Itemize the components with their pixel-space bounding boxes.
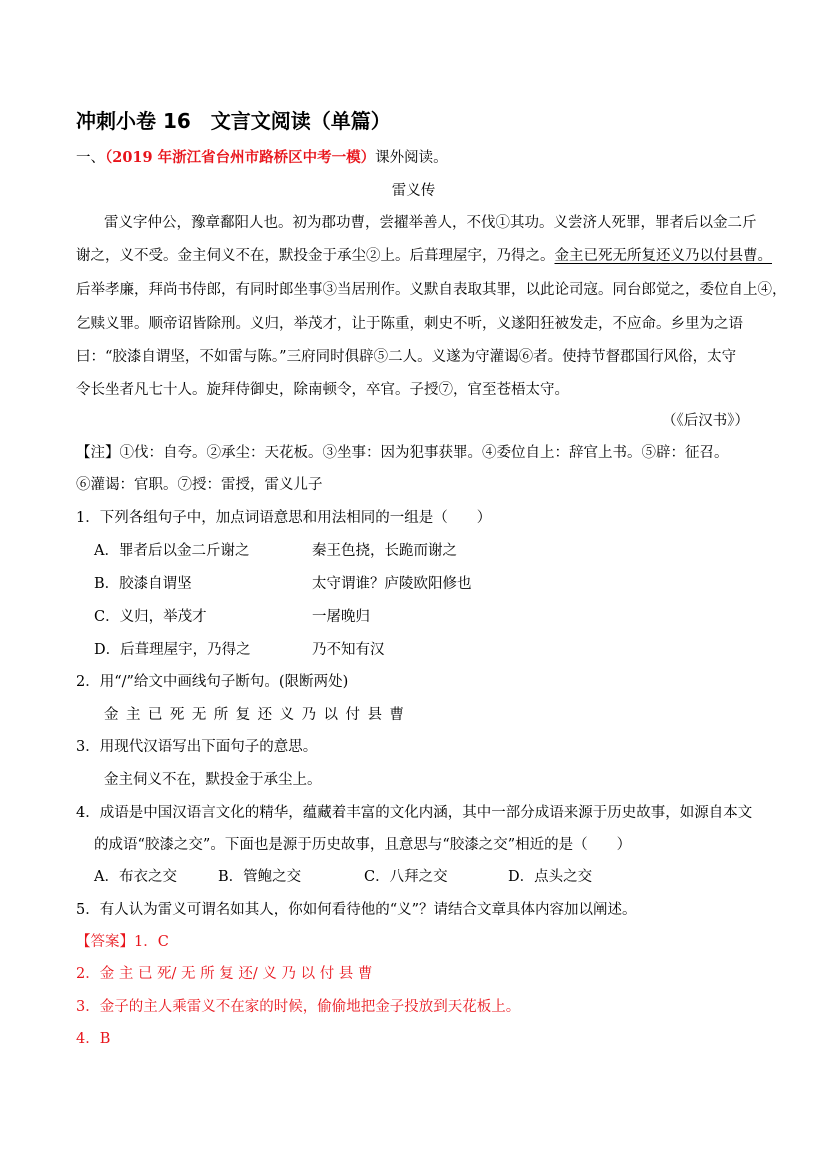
answer-label: 【答案】 bbox=[76, 934, 134, 950]
char: 主 bbox=[125, 707, 141, 723]
option: B．管鲍之交 bbox=[218, 869, 302, 885]
passage-line: 令长坐者凡七十人。旋拜侍御史，除南顿令，卒官。子授⑦，官至苍梧太守。 bbox=[76, 382, 569, 398]
option: A．布衣之交 bbox=[94, 869, 177, 885]
char: 所 bbox=[213, 707, 229, 723]
option-left: B．胶漆自谓坚 bbox=[94, 576, 192, 592]
notes-line bbox=[76, 443, 729, 463]
passage-line bbox=[76, 246, 772, 266]
question-4-line: 的成语“胶漆之交”。下面也是源于历史故事，且意思与“胶漆之交”相近的是（ ） bbox=[94, 837, 632, 853]
char: 已 bbox=[147, 707, 163, 723]
section-prefix: 一、 bbox=[76, 150, 105, 166]
section-source: （2019 年浙江省台州市路桥区中考一模） bbox=[105, 149, 376, 166]
question-5-stem: 5．有人认为雷义可谓名如其人，你如何看待他的“义”？请结合文章具体内容加以阐述。 bbox=[76, 902, 637, 918]
option-right: 秦王色挠，长跪而谢之 bbox=[312, 543, 457, 559]
passage-line: 雷义字仲公，豫章鄱阳人也。初为郡功曹，尝擢举善人，不伐①其功。义尝济人死罪，罪者后以金二斤 bbox=[104, 215, 757, 231]
answer-text: 1．C bbox=[134, 934, 169, 950]
passage-line: 乞赎义罪。顺帝诏皆除刑。义归，举茂才，让于陈重，刺史不听，义遂阳狂被发走，不应命。乡里为之语 bbox=[76, 316, 743, 332]
notes-line: ⑥灌谒：官职。⑦授：雷授，雷义儿子 bbox=[76, 477, 323, 493]
question-4-line: 4．成语是中国汉语言文化的精华，蕴藏着丰富的文化内涵，其中一部分成语来源于历史故事，如源自本文 bbox=[76, 805, 753, 821]
question-1-option bbox=[94, 640, 574, 660]
answer-1 bbox=[76, 932, 169, 952]
answer-3: 3．金子的主人乘雷义不在家的时候，偷偷地把金子投放到天花板上。 bbox=[76, 999, 521, 1015]
question-2-stem: 2．用“/”给文中画线句子断句。(限断两处) bbox=[76, 674, 349, 690]
char: 县 bbox=[367, 707, 382, 723]
question-2-chars bbox=[104, 705, 404, 725]
answer-2: 2．金 主 已 死/ 无 所 复 还/ 义 乃 以 付 县 曹 bbox=[76, 966, 373, 982]
char: 还 bbox=[257, 707, 273, 723]
char: 义 bbox=[279, 707, 295, 723]
question-3-stem: 3．用现代汉语写出下面句子的意思。 bbox=[76, 739, 318, 755]
underlined-sentence: 金主已死无所复还义乃以付县曹。 bbox=[554, 248, 772, 264]
question-1-option bbox=[94, 574, 574, 594]
answer-4: 4．B bbox=[76, 1031, 111, 1047]
char: 付 bbox=[345, 707, 360, 723]
char: 金 bbox=[104, 707, 119, 723]
char: 复 bbox=[235, 707, 251, 723]
question-1-option bbox=[94, 607, 574, 627]
question-3-sentence: 金主伺义不在，默投金于承尘上。 bbox=[104, 772, 322, 788]
section-heading bbox=[76, 148, 448, 168]
question-1-option bbox=[94, 541, 574, 561]
passage-line-text: 谢之，义不受。金主伺义不在，默投金于承尘②上。后葺理屋宇，乃得之。 bbox=[76, 248, 555, 264]
passage-line: 曰：“胶漆自谓坚，不如雷与陈。”三府同时俱辟⑤二人。义遂为守灌谒⑥者。使持节督郡国行风俗，太守 bbox=[76, 349, 737, 365]
option: D．点头之交 bbox=[508, 869, 593, 885]
char: 曹 bbox=[389, 707, 404, 723]
question-1-stem: 1．下列各组句子中，加点词语意思和用法相同的一组是（ ） bbox=[76, 510, 492, 526]
notes-text: ①伐：自夸。②承尘：天花板。③坐事：因为犯事获罪。④委位自上：辞官上书。⑤辟：征召。 bbox=[119, 445, 729, 461]
option-left: D．后葺理屋宇，乃得之 bbox=[94, 642, 251, 658]
passage-line: 后举孝廉，拜尚书侍郎，有同时郎坐事③当居刑作。义默自表取其罪，以此论司寇。同台郎觉之，委位自上④， bbox=[76, 282, 787, 298]
passage-title: 雷义传 bbox=[391, 183, 436, 199]
passage-source: （《后汉书》） bbox=[662, 413, 749, 429]
option-right: 一屠晚归 bbox=[312, 609, 370, 625]
notes-label: 【注】 bbox=[76, 445, 120, 461]
option-right: 太守谓谁？庐陵欧阳修也 bbox=[312, 576, 472, 592]
page-title: 冲刺小卷 16 文言文阅读（单篇） bbox=[76, 109, 391, 133]
option: C．八拜之交 bbox=[364, 869, 448, 885]
section-suffix: 课外阅读。 bbox=[375, 150, 448, 166]
char: 乃 bbox=[301, 707, 317, 723]
option-right: 乃不知有汉 bbox=[312, 642, 385, 658]
char: 无 bbox=[191, 707, 207, 723]
option-left: C．义归，举茂才 bbox=[94, 609, 207, 625]
option-left: A．罪者后以金二斤谢之 bbox=[94, 543, 250, 559]
char: 以 bbox=[323, 707, 339, 723]
char: 死 bbox=[169, 707, 185, 723]
